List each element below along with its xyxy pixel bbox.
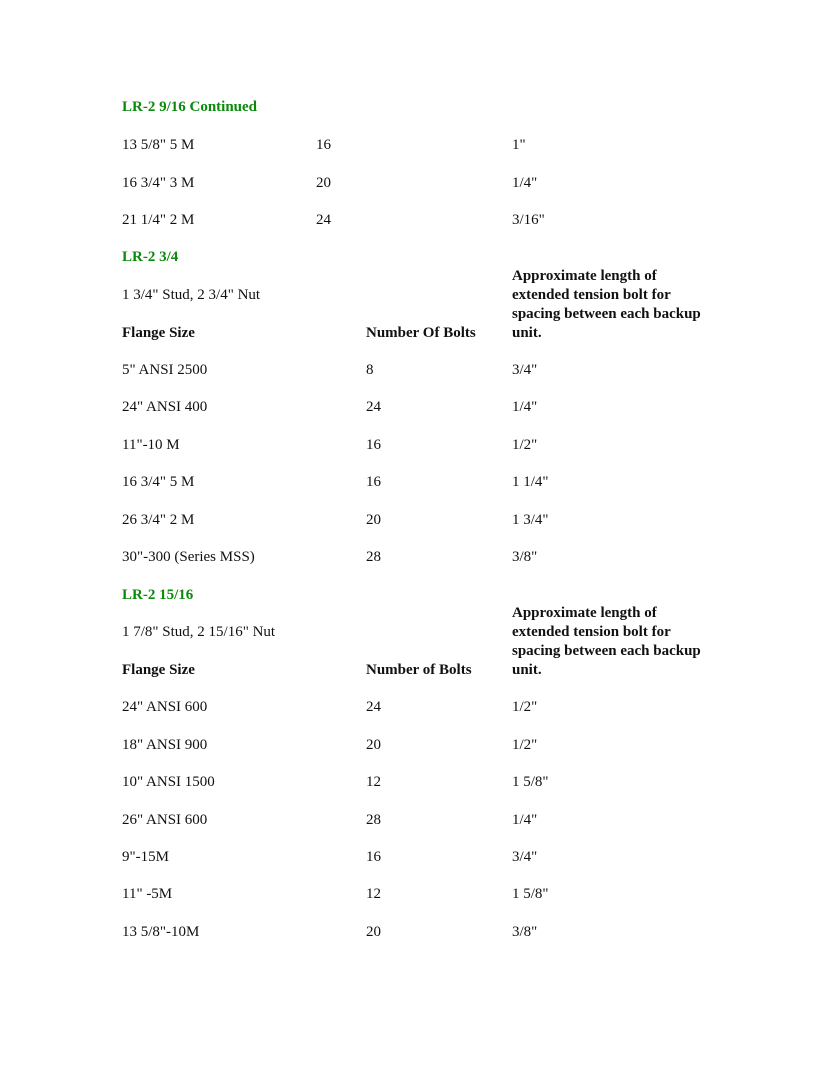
cell-flange: 18" ANSI 900 [122,737,208,753]
section-heading-lr2-1516: LR-2 15/16 [122,587,194,603]
cell-bolts: 16 [366,437,381,453]
cell-flange: 21 1/4" 2 M [122,212,195,228]
stud-nut-spec: 1 3/4" Stud, 2 3/4" Nut [122,287,261,303]
cell-length: 1/2" [512,699,538,715]
cell-length: 1/2" [512,437,538,453]
cell-bolts: 24 [366,399,381,415]
cell-bolts: 12 [366,774,381,790]
cell-bolts: 8 [366,362,374,378]
cell-length: 1 5/8" [512,886,549,902]
cell-flange: 13 5/8"-10M [122,924,200,940]
cell-length: 1" [512,137,526,153]
cell-length: 3/8" [512,924,538,940]
cell-flange: 26 3/4" 2 M [122,512,195,528]
cell-flange: 16 3/4" 5 M [122,474,195,490]
cell-flange: 30"-300 (Series MSS) [122,549,255,565]
cell-flange: 10" ANSI 1500 [122,774,215,790]
cell-flange: 9"-15M [122,849,169,865]
tension-bolt-note: Approximate length of extended tension bolt for spacing between each backup unit. [512,268,701,341]
cell-bolts: 20 [366,924,381,940]
cell-length: 3/4" [512,362,538,378]
section-heading-continued: LR-2 9/16 Continued [122,99,258,115]
cell-length: 1 3/4" [512,512,549,528]
cell-bolts: 16 [366,474,381,490]
column-header-flange-size: Flange Size [122,662,195,678]
cell-length: 1/4" [512,175,538,191]
stud-nut-spec: 1 7/8" Stud, 2 15/16" Nut [122,624,276,640]
cell-length: 1/4" [512,812,538,828]
cell-flange: 11" -5M [122,886,173,902]
cell-flange: 24" ANSI 600 [122,699,208,715]
cell-flange: 11"-10 M [122,437,180,453]
column-header-flange-size: Flange Size [122,325,195,341]
column-header-number-of-bolts: Number Of Bolts [366,325,476,341]
cell-bolts: 24 [366,699,381,715]
cell-flange: 24" ANSI 400 [122,399,208,415]
cell-bolts: 12 [366,886,381,902]
cell-flange: 26" ANSI 600 [122,812,208,828]
cell-length: 1/2" [512,737,538,753]
cell-length: 1 1/4" [512,474,549,490]
cell-bolts: 20 [366,737,381,753]
cell-bolts: 16 [316,137,331,153]
cell-bolts: 24 [316,212,331,228]
cell-length: 1/4" [512,399,538,415]
cell-bolts: 28 [366,812,381,828]
cell-length: 3/4" [512,849,538,865]
cell-bolts: 20 [316,175,331,191]
cell-length: 3/8" [512,549,538,565]
cell-bolts: 20 [366,512,381,528]
cell-bolts: 28 [366,549,381,565]
tension-bolt-note: Approximate length of extended tension bolt for spacing between each backup unit. [512,605,701,678]
section-heading-lr2-34: LR-2 3/4 [122,249,179,265]
cell-bolts: 16 [366,849,381,865]
cell-flange: 13 5/8" 5 M [122,137,195,153]
cell-length: 1 5/8" [512,774,549,790]
cell-length: 3/16" [512,212,545,228]
cell-flange: 5" ANSI 2500 [122,362,208,378]
column-header-number-of-bolts: Number of Bolts [366,662,472,678]
cell-flange: 16 3/4" 3 M [122,175,195,191]
